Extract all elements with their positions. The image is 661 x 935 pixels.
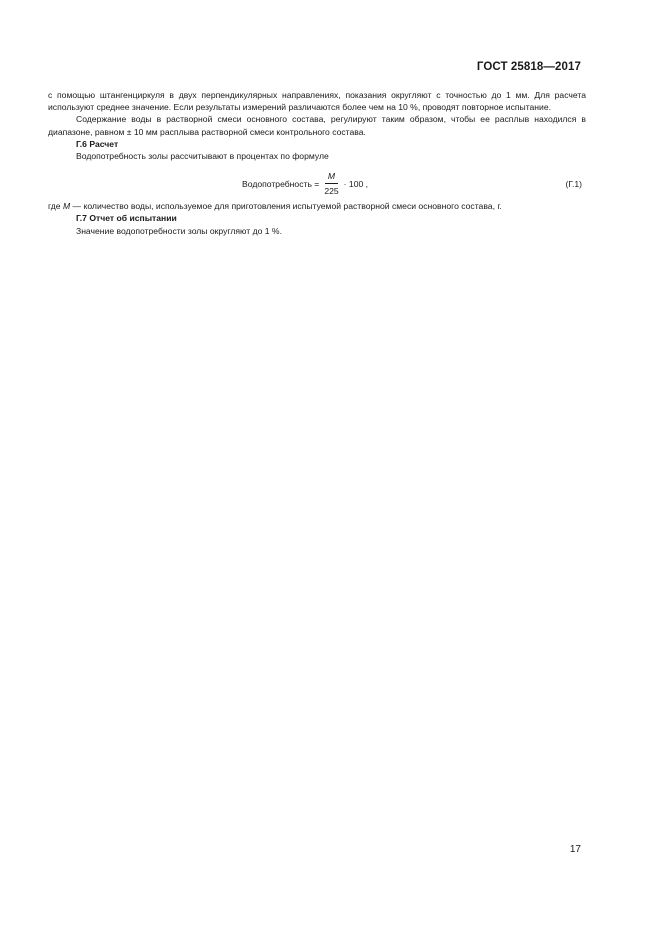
paragraph-report: Значение водопотребности золы округляют до 1 %. [76,225,282,236]
formula-block [48,166,586,198]
formula-fraction [321,170,341,197]
paragraph-where [48,200,586,212]
paragraph-water-content: Содержание воды в растворной смеси основного состава, регулируют таким образом, чтобы ее расплыв находился в диапазоне, равном ± 10 мм расплыва растворной смеси контрольного состава. [48,114,586,137]
document-body [48,89,586,237]
formula [242,170,368,197]
page-number: 17 [569,844,581,855]
paragraph-calculation: Водопотребность золы рассчитывают в процентах по формуле [76,151,329,162]
formula-numerator: M [325,170,338,184]
paragraph-measurement: с помощью штангенциркуля в двух перпендикулярных направлениях, показания округляют с точностью до 1 мм. Для расчета используют среднее значение. Если результаты измерений различаются более чем на 10 %, проводят повторное испытание. [48,90,586,113]
section-heading-report: Г.7 Отчет об испытании [76,213,177,224]
formula-lhs: Водопотребность = [242,178,320,189]
formula-rhs: · 100 , [343,178,369,189]
formula-number: (Г.1) [565,179,582,190]
formula-denominator: 225 [324,186,339,197]
where-text: — количество воды, используемое для приготовления испытуемой растворной смеси основного состава, г. [72,201,502,212]
where-symbol: M [62,201,71,212]
document-header: ГОСТ 25818—2017 [476,61,581,73]
section-heading-calculation: Г.6 Расчет [76,138,119,149]
where-prefix: где [48,201,61,212]
